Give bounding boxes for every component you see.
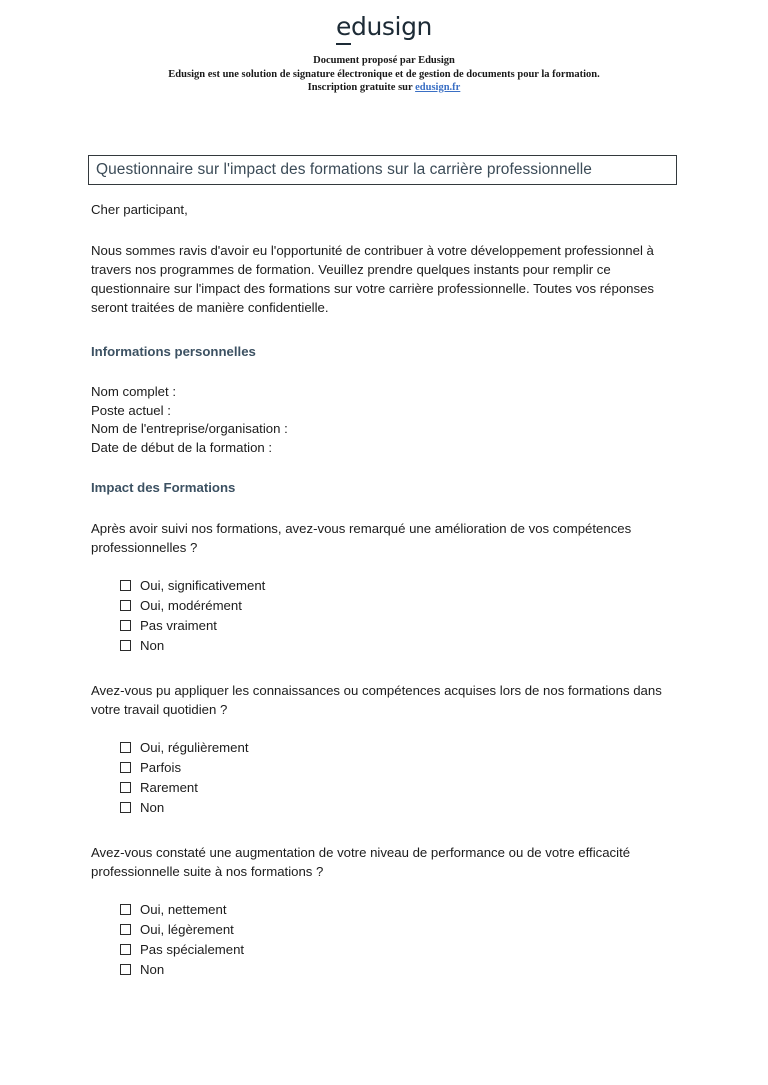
section-heading-training-impact: Impact des Formations <box>91 480 236 496</box>
edusign-logo <box>336 14 432 39</box>
header-line-2: Edusign est une solution de signature électronique et de gestion de documents pour la formation. <box>168 68 600 80</box>
spacer <box>91 655 681 681</box>
option-label: Oui, régulièrement <box>140 739 249 755</box>
option-row[interactable] <box>120 595 681 615</box>
field-label-current-position: Poste actuel : <box>91 402 171 418</box>
checkbox-icon[interactable] <box>120 944 131 955</box>
option-row[interactable] <box>120 757 681 777</box>
option-row[interactable] <box>120 959 681 979</box>
option-row[interactable] <box>120 635 681 655</box>
question-1-text: Après avoir suivi nos formations, avez-vous remarqué une amélioration de vos compétences professionnelles ? <box>91 521 632 556</box>
document-body <box>91 200 681 979</box>
spacer <box>91 557 681 575</box>
brand-header <box>0 0 768 95</box>
checkbox-icon[interactable] <box>120 620 131 631</box>
header-line-3-prefix: Inscription gratuite sur <box>307 82 416 93</box>
header-line-1: Document proposé par Edusign <box>313 55 455 66</box>
checkbox-icon[interactable] <box>120 964 131 975</box>
checkbox-icon[interactable] <box>120 924 131 935</box>
option-label: Pas spécialement <box>140 941 245 957</box>
spacer <box>91 881 681 899</box>
option-label: Non <box>140 961 165 977</box>
option-row[interactable] <box>120 575 681 595</box>
option-row[interactable] <box>120 777 681 797</box>
logo-first-letter: e <box>336 12 351 45</box>
question-3-text: Avez-vous constaté une augmentation de votre niveau de performance ou de votre efficacité professionnelle suite à nos formations ? <box>91 845 631 880</box>
option-label: Pas vraiment <box>140 617 217 633</box>
option-label: Oui, légèrement <box>140 921 234 937</box>
checkbox-icon[interactable] <box>120 802 131 813</box>
greeting-text: Cher participant, <box>91 202 188 217</box>
option-row[interactable] <box>120 615 681 635</box>
spacer <box>91 497 681 519</box>
option-label: Non <box>140 637 165 653</box>
header-line-3 <box>0 81 768 95</box>
option-row[interactable] <box>120 797 681 817</box>
question-1-options <box>120 575 681 655</box>
spacer <box>91 457 681 479</box>
option-label: Parfois <box>140 759 182 775</box>
spacer <box>91 361 681 383</box>
personal-information-field-list <box>91 383 681 457</box>
option-label: Oui, nettement <box>140 901 227 917</box>
checkbox-icon[interactable] <box>120 782 131 793</box>
header-tagline-block <box>0 54 768 95</box>
edusign-website-link[interactable]: edusign.fr <box>415 82 461 93</box>
spacer <box>91 317 681 343</box>
spacer <box>91 219 681 241</box>
option-row[interactable] <box>120 899 681 919</box>
intro-paragraph: Nous sommes ravis d'avoir eu l'opportunité de contribuer à votre développement professionnel à travers nos programmes de formation. Veuillez prendre quelques instants pour remplir ce questionnaire sur l'impact des formations sur votre carrière professionnelle. Toutes vos réponses seront traitées de manière confidentielle. <box>91 243 655 315</box>
checkbox-icon[interactable] <box>120 742 131 753</box>
section-heading-personal-information: Informations personnelles <box>91 344 256 359</box>
checkbox-icon[interactable] <box>120 762 131 773</box>
spacer <box>91 719 681 737</box>
checkbox-icon[interactable] <box>120 640 131 651</box>
option-row[interactable] <box>120 919 681 939</box>
option-label: Rarement <box>140 779 198 795</box>
checkbox-icon[interactable] <box>120 580 131 591</box>
questionnaire-title-box <box>88 155 677 185</box>
option-label: Non <box>140 799 165 815</box>
page-title: Questionnaire sur l'impact des formations sur la carrière professionnelle <box>96 161 592 178</box>
question-2-options <box>120 737 681 817</box>
field-label-full-name: Nom complet : <box>91 384 177 399</box>
field-label-training-start-date: Date de début de la formation : <box>91 439 273 455</box>
checkbox-icon[interactable] <box>120 600 131 611</box>
checkbox-icon[interactable] <box>120 904 131 915</box>
question-2-text: Avez-vous pu appliquer les connaissances ou compétences acquises lors de nos formations dans votre travail quotidien ? <box>91 683 662 718</box>
logo-remaining-letters: dusign <box>350 12 432 41</box>
option-row[interactable] <box>120 939 681 959</box>
option-row[interactable] <box>120 737 681 757</box>
spacer <box>91 817 681 843</box>
question-3-options <box>120 899 681 979</box>
option-label: Oui, significativement <box>140 577 266 593</box>
field-label-company-name: Nom de l'entreprise/organisation : <box>91 421 288 437</box>
option-label: Oui, modérément <box>140 597 242 613</box>
